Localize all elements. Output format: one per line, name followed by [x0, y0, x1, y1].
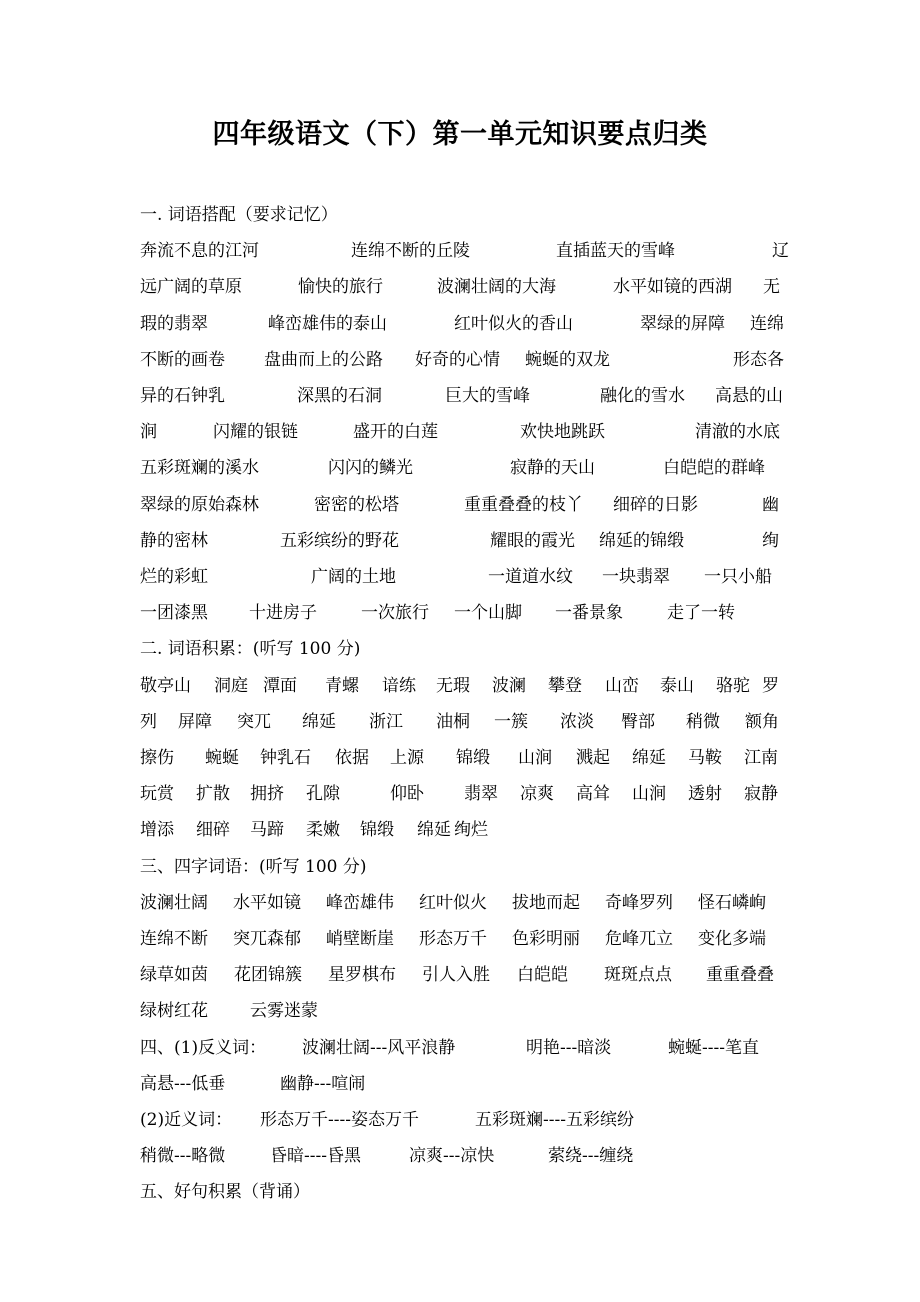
text-segment: 波澜壮阔的大海 — [437, 277, 556, 297]
text-segment: 高悬---低垂 — [140, 1074, 226, 1094]
text-segment: 溅起 — [576, 748, 610, 768]
text-segment: 波澜 — [492, 676, 526, 696]
text-segment: 一个山脚 — [454, 603, 522, 623]
text-segment: 山涧 — [632, 784, 666, 804]
text-segment: 欢快地跳跃 — [520, 422, 605, 442]
text-segment: 闪闪的鳞光 — [328, 458, 413, 478]
text-segment: 一只小船 — [704, 567, 772, 587]
text-line — [140, 1069, 790, 1099]
text-segment: 不断的画卷 — [140, 350, 225, 370]
text-segment: 闪耀的银链 — [213, 422, 298, 442]
text-segment: 浓淡 — [560, 712, 594, 732]
text-segment: 潭面 — [263, 676, 297, 696]
text-segment: 高悬的山 — [715, 386, 783, 406]
text-segment: 绵延 — [417, 820, 451, 840]
text-segment: 云雾迷蒙 — [250, 1001, 318, 1021]
text-line — [140, 309, 790, 339]
text-segment: 融化的雪水 — [600, 386, 685, 406]
text-segment: 锦缎 — [360, 820, 394, 840]
text-segment: 额角 — [745, 712, 779, 732]
text-segment: 白皑皑的群峰 — [663, 458, 765, 478]
text-line — [140, 1033, 790, 1063]
text-line — [140, 562, 790, 592]
text-line — [140, 960, 790, 990]
text-segment: 形态各 — [733, 350, 784, 370]
text-segment: 明艳---暗淡 — [526, 1038, 612, 1058]
text-segment: 一次旅行 — [361, 603, 429, 623]
text-segment: 柔嫩 — [306, 820, 340, 840]
text-segment: 突兀森郁 — [233, 929, 301, 949]
text-segment: 四、(1)反义词： — [140, 1038, 267, 1058]
text-segment: 凉爽 — [520, 784, 554, 804]
text-segment: 三、四字词语：(听写 100 分) — [140, 857, 367, 877]
text-line — [140, 852, 790, 882]
text-segment: 翠绿的屏障 — [640, 314, 725, 334]
text-segment: 上源 — [390, 748, 424, 768]
text-segment: 翡翠 — [464, 784, 498, 804]
text-segment: 水平如镜 — [233, 893, 301, 913]
text-segment: 峰峦雄伟 — [326, 893, 394, 913]
text-segment: 骆驼 — [716, 676, 750, 696]
text-segment: 洞庭 — [214, 676, 248, 696]
text-segment: 直插蓝天的雪峰 — [556, 241, 675, 261]
text-segment: 异的石钟乳 — [140, 386, 225, 406]
text-line — [140, 743, 790, 773]
text-segment: 拥挤 — [250, 784, 284, 804]
text-segment: 寂静 — [744, 784, 778, 804]
text-segment: 无 — [763, 277, 780, 297]
text-segment: 增添 — [140, 820, 174, 840]
text-segment: 巨大的雪峰 — [445, 386, 530, 406]
text-line — [140, 598, 790, 628]
text-segment: 连绵不断 — [140, 929, 208, 949]
text-segment: 二. 词语积累：(听写 100 分) — [140, 639, 361, 659]
text-line — [140, 381, 790, 411]
text-segment: 拔地而起 — [512, 893, 580, 913]
text-segment: 浙江 — [369, 712, 403, 732]
text-segment: 蜿蜒----笔直 — [668, 1038, 759, 1058]
text-segment: 仰卧 — [390, 784, 424, 804]
text-line — [140, 779, 790, 809]
text-line — [140, 996, 790, 1026]
text-segment: 一. 词语搭配（要求记忆） — [140, 205, 338, 225]
text-segment: 峭壁断崖 — [326, 929, 394, 949]
text-segment: 五彩斑斓的溪水 — [140, 458, 259, 478]
text-segment: 白皑皑 — [517, 965, 568, 985]
text-segment: 红叶似火的香山 — [454, 314, 573, 334]
text-segment: 十进房子 — [249, 603, 317, 623]
text-segment: 重重叠叠 — [706, 965, 774, 985]
text-segment: 波澜壮阔---风平浪静 — [302, 1038, 456, 1058]
text-segment: 一番景象 — [555, 603, 623, 623]
text-line — [140, 453, 790, 483]
text-segment: 绚 — [762, 531, 779, 551]
text-segment: 连绵不断的丘陵 — [351, 241, 470, 261]
text-segment: 盛开的白莲 — [353, 422, 438, 442]
text-segment: 辽 — [772, 241, 789, 261]
text-segment: 山涧 — [518, 748, 552, 768]
text-segment: 屏障 — [178, 712, 212, 732]
text-segment: 形态万千----姿态万千 — [260, 1110, 419, 1130]
text-segment: 奇峰罗列 — [605, 893, 673, 913]
text-segment: 变化多端 — [698, 929, 766, 949]
text-segment: 瑕的翡翠 — [140, 314, 208, 334]
text-segment: 绚烂 — [454, 820, 488, 840]
page-title: 四年级语文（下）第一单元知识要点归类 — [212, 119, 708, 150]
text-segment: 一块翡翠 — [602, 567, 670, 587]
text-segment: 涧 — [140, 422, 157, 442]
text-segment: 一簇 — [494, 712, 528, 732]
text-line — [140, 490, 790, 520]
text-segment: 钟乳石 — [260, 748, 311, 768]
text-segment: 稍微 — [686, 712, 720, 732]
text-segment: 绵延 — [302, 712, 336, 732]
text-line — [140, 1177, 790, 1207]
text-segment: 波澜壮阔 — [140, 893, 208, 913]
text-segment: 江南 — [744, 748, 778, 768]
text-line — [140, 1141, 790, 1171]
text-segment: 透射 — [688, 784, 722, 804]
text-segment: 连绵 — [750, 314, 784, 334]
text-segment: 危峰兀立 — [605, 929, 673, 949]
text-segment: 山峦 — [605, 676, 639, 696]
text-segment: 凉爽---凉快 — [409, 1146, 495, 1166]
text-segment: (2)近义词： — [140, 1110, 233, 1130]
text-segment: 引人入胜 — [422, 965, 490, 985]
text-line — [140, 634, 790, 664]
text-segment: 依据 — [335, 748, 369, 768]
text-segment: 静的密林 — [140, 531, 208, 551]
text-line — [140, 924, 790, 954]
text-segment: 青螺 — [325, 676, 359, 696]
text-segment: 耀眼的霞光 — [490, 531, 575, 551]
text-line — [140, 236, 790, 266]
text-segment: 萦绕---缠绕 — [548, 1146, 634, 1166]
text-segment: 孔隙 — [306, 784, 340, 804]
text-segment: 玩赏 — [140, 784, 174, 804]
text-segment: 细碎的日影 — [613, 495, 698, 515]
text-segment: 列 — [140, 712, 157, 732]
text-segment: 臀部 — [621, 712, 655, 732]
text-segment: 攀登 — [548, 676, 582, 696]
text-segment: 斑斑点点 — [604, 965, 672, 985]
text-segment: 远广阔的草原 — [140, 277, 242, 297]
text-line — [140, 526, 790, 556]
text-segment: 广阔的土地 — [311, 567, 396, 587]
text-line — [140, 1105, 790, 1135]
text-segment: 好奇的心情 — [415, 350, 500, 370]
text-line — [140, 707, 790, 737]
text-segment: 重重叠叠的枝丫 — [464, 495, 583, 515]
text-line — [140, 815, 790, 845]
text-segment: 细碎 — [196, 820, 230, 840]
text-segment: 马蹄 — [250, 820, 284, 840]
text-segment: 愉快的旅行 — [298, 277, 383, 297]
text-segment: 突兀 — [237, 712, 271, 732]
text-segment: 锦缎 — [456, 748, 490, 768]
text-line — [140, 671, 790, 701]
text-segment: 深黑的石洞 — [297, 386, 382, 406]
text-segment: 扩散 — [196, 784, 230, 804]
text-segment: 红叶似火 — [419, 893, 487, 913]
text-segment: 密密的松塔 — [314, 495, 399, 515]
text-segment: 敬亭山 — [140, 676, 191, 696]
text-segment: 烂的彩虹 — [140, 567, 208, 587]
text-line — [140, 272, 790, 302]
text-segment: 谙练 — [382, 676, 416, 696]
text-segment: 罗 — [762, 676, 779, 696]
text-segment: 盘曲而上的公路 — [264, 350, 383, 370]
text-line — [140, 417, 790, 447]
text-segment: 寂静的天山 — [510, 458, 595, 478]
text-segment: 蜿蜒的双龙 — [525, 350, 610, 370]
text-segment: 昏暗----昏黑 — [270, 1146, 361, 1166]
text-segment: 星罗棋布 — [328, 965, 396, 985]
text-segment: 五彩斑斓----五彩缤纷 — [475, 1110, 634, 1130]
text-segment: 水平如镜的西湖 — [613, 277, 732, 297]
text-segment: 稍微---略微 — [140, 1146, 226, 1166]
text-segment: 怪石嶙峋 — [698, 893, 766, 913]
text-segment: 绿草如茵 — [140, 965, 208, 985]
text-segment: 蜿蜒 — [205, 748, 239, 768]
text-segment: 油桐 — [436, 712, 470, 732]
text-segment: 清澈的水底 — [695, 422, 780, 442]
text-segment: 无瑕 — [436, 676, 470, 696]
text-segment: 五彩缤纷的野花 — [280, 531, 399, 551]
text-segment: 翠绿的原始森林 — [140, 495, 259, 515]
text-segment: 高耸 — [576, 784, 610, 804]
text-segment: 五、好句积累（背诵） — [140, 1182, 310, 1202]
text-segment: 一道道水纹 — [488, 567, 573, 587]
text-line — [140, 888, 790, 918]
text-segment: 马鞍 — [688, 748, 722, 768]
text-segment: 花团锦簇 — [234, 965, 302, 985]
text-segment: 形态万千 — [419, 929, 487, 949]
text-segment: 色彩明丽 — [512, 929, 580, 949]
text-segment: 一团漆黑 — [140, 603, 208, 623]
text-segment: 绿树红花 — [140, 1001, 208, 1021]
text-segment: 幽静---喧闹 — [280, 1074, 366, 1094]
text-line — [140, 345, 790, 375]
text-segment: 奔流不息的江河 — [140, 241, 259, 261]
text-segment: 绵延的锦缎 — [599, 531, 684, 551]
text-segment: 幽 — [762, 495, 779, 515]
text-line — [140, 200, 790, 230]
text-segment: 泰山 — [660, 676, 694, 696]
text-segment: 走了一转 — [667, 603, 735, 623]
text-segment: 擦伤 — [140, 748, 174, 768]
text-segment: 绵延 — [632, 748, 666, 768]
text-segment: 峰峦雄伟的泰山 — [268, 314, 387, 334]
